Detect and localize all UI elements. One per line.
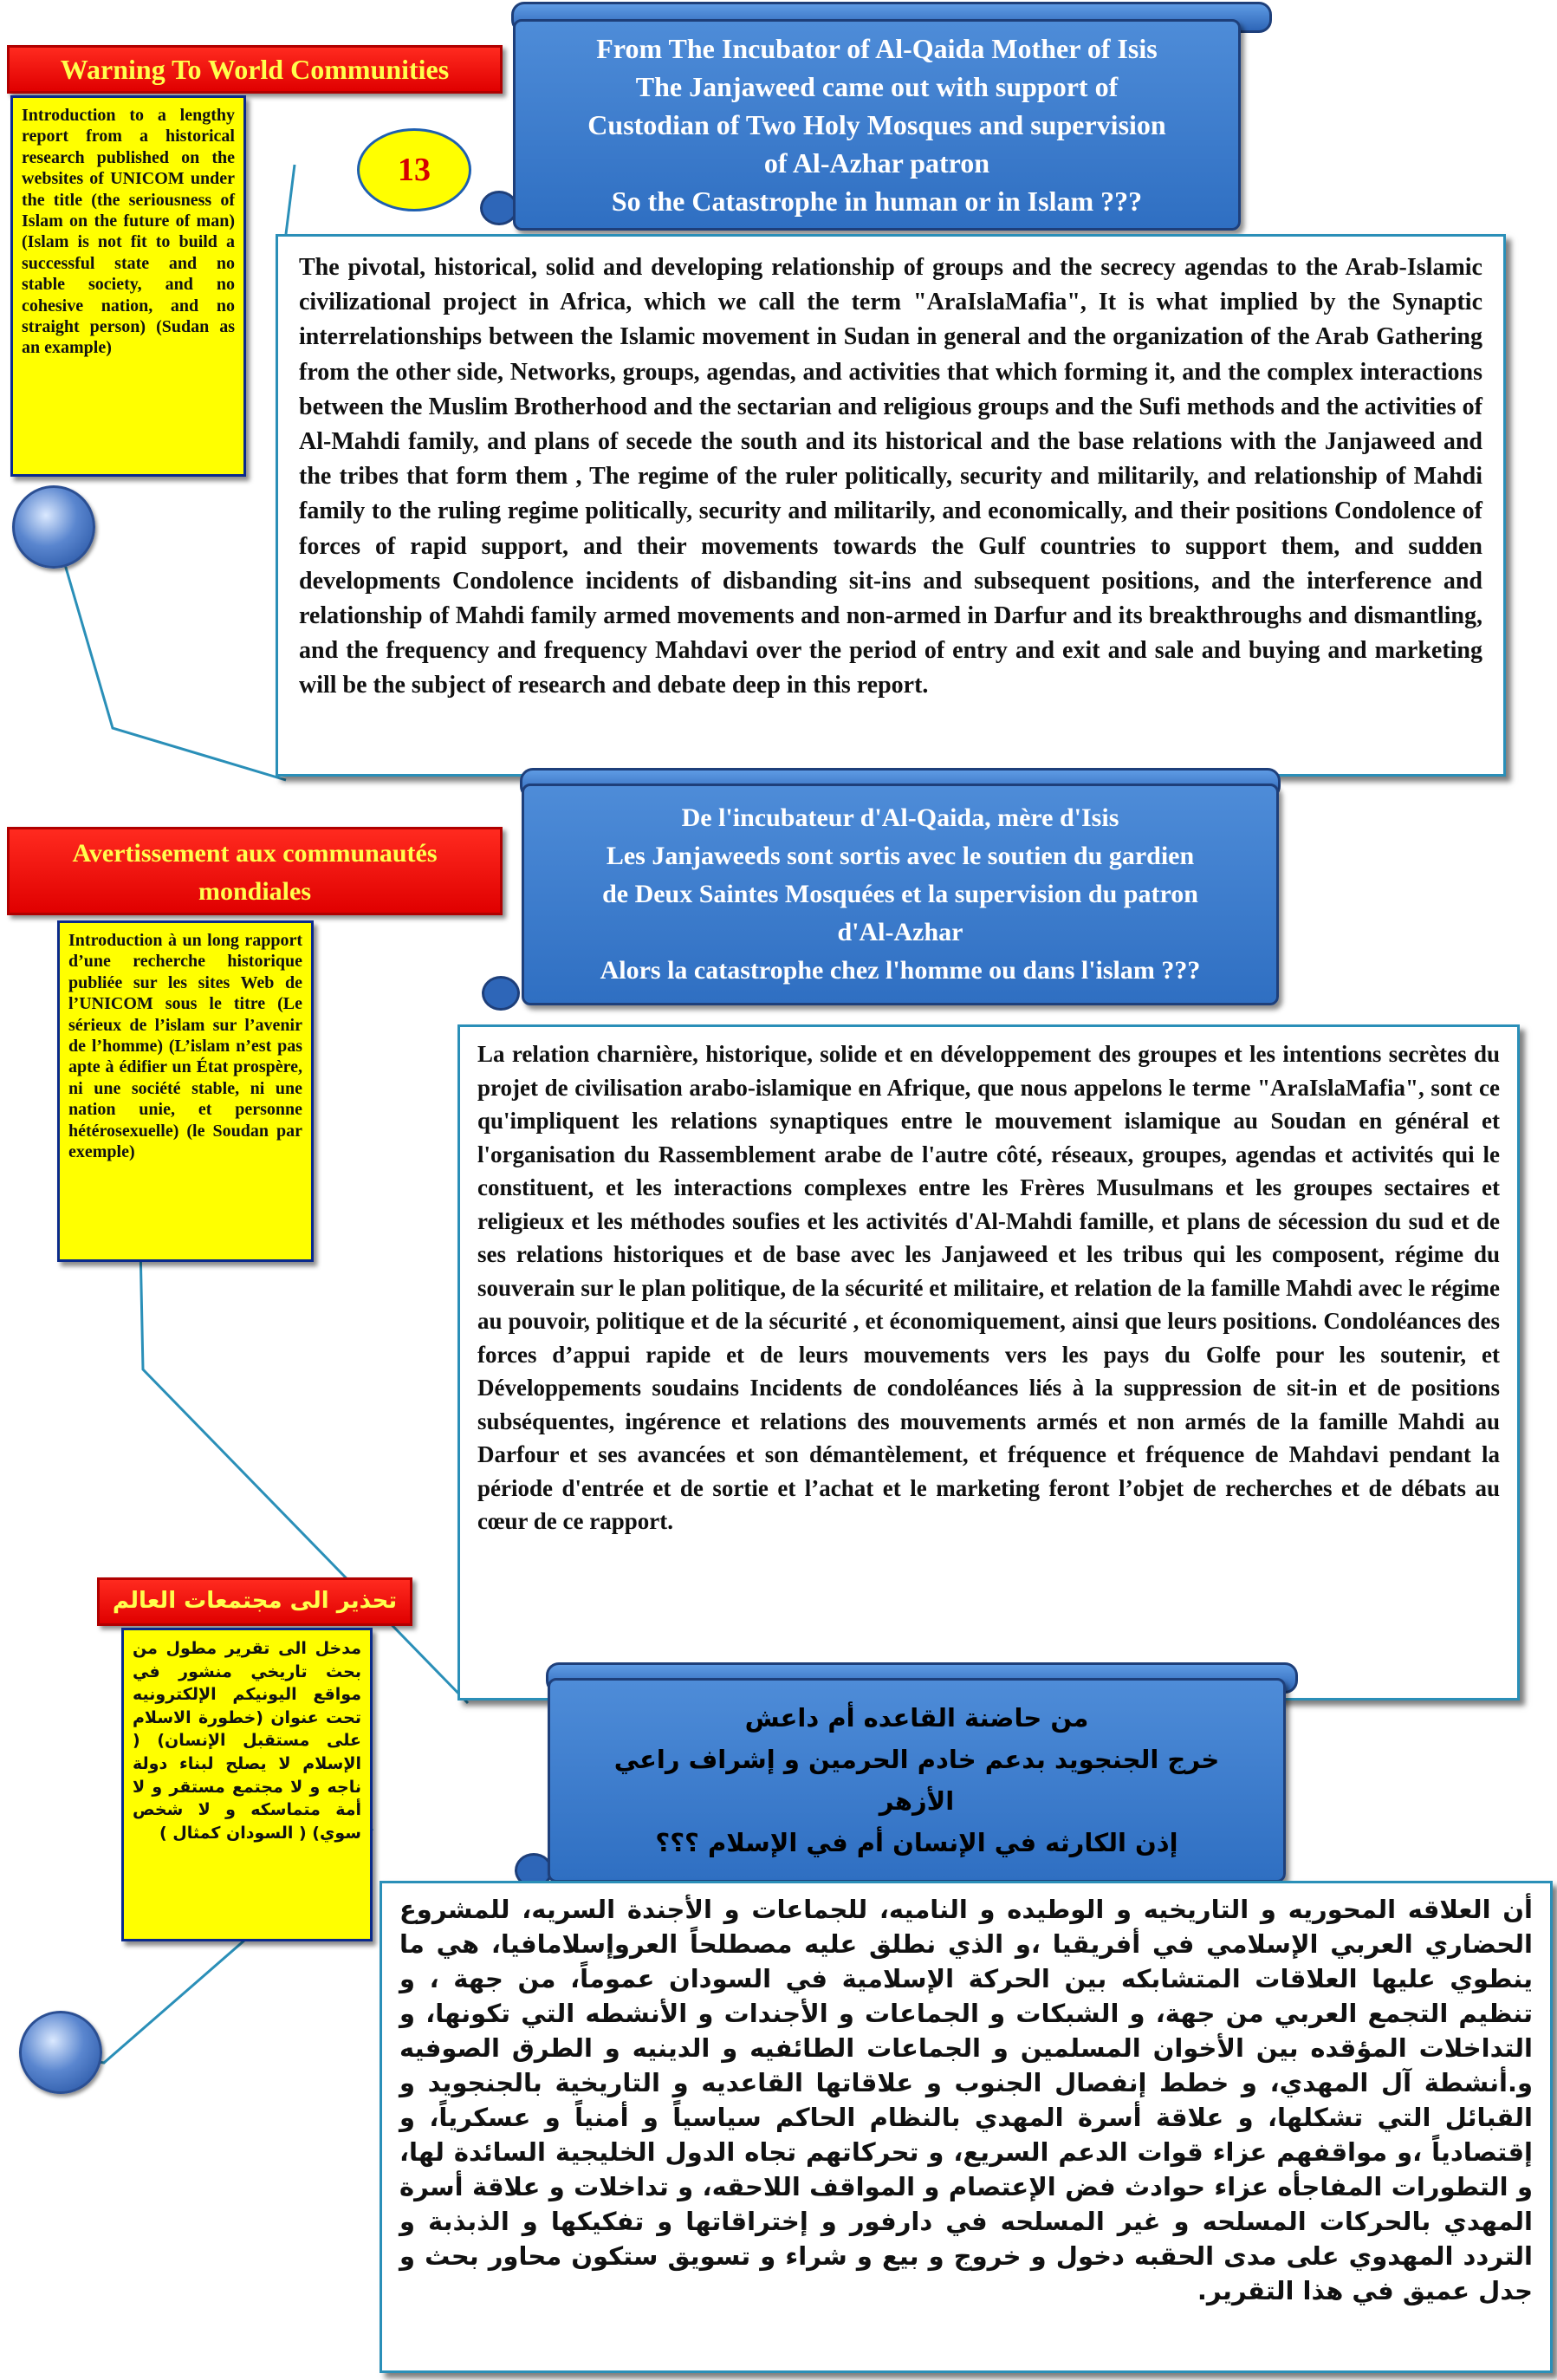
body-text-ar: أن العلاقه المحوريه و التاريخيه و الوطيده و الناميه، للجماعات و الأجندة السريه، للمشروع الحضاري العربي الإسلامي في أفريقيا ،و الذي نطلق عليه مصطلحاً العروإسلامافيا، هي ما ينطوي عليها العلاقات المتشابكه بين الحركة الإسلامية في السودان عموماً، من جهة ، و تنظيم التجمع العربي من جهة، و الشبكات و الجماعات و الأجندات و الأنشطه التي تكونها، و التداخلات المؤقده بين الأخوان المسلمين و الجماعات الطائفيه و الدينيه و الطرق الصوفيه و.أنشطة آل المهدي، و خطط إنفصال الجنوب و علاقاتها القاعديه و التاريخية بالجنجويد و القبائل التي تشكلها، و علاقة أسرة المهدي بالنظام الحاكم سياسياً و أمنياً و عسكرياً، و إقتصادياً ،و مواقفهم عزاء قوات الدعم السريع، و تحركاتهم تجاه الدول الخليجية السائدة لها، و التطورات المفاجأه عزاء حوادث فض الإعتصام و المواقف اللاحقه، و تداخلات و علاقة أسرة المهدي بالحركات المسلحه و غير المسلحه في دارفور و إختراقاتها و تفكيكها و الذبذبة و التردد المهدوي على مدى الحقبه دخول و خروج و بيع و شراء و تسويق ستكون محاور بحث و جدل عميق في هذا التقرير.: [380, 1881, 1553, 2373]
warning-title-ar: تحذير الى مجتمعات العالم: [97, 1577, 412, 1626]
headline-line: de Deux Saintes Mosquées et la supervision du patron: [602, 880, 1198, 908]
intro-box-fr: Introduction à un long rapport d’une recherche historique publiée sur les sites Web de l’UNICOM sous le titre (Le sérieux de l’islam sur l’avenir de l’homme) (L’islam n’est pas apte à édifier un État prospère, ni une société stable, ni une nation unie, et personne hétérosexuelle) (le Soudan par exemple): [57, 920, 314, 1262]
headline-line: خرج الجنجويد بدعم خادم الحرمين و إشراف راعي: [613, 1745, 1220, 1774]
headline-line: إذن الكارثه في الإنسان أم في الإسلام ؟؟؟: [655, 1828, 1178, 1857]
headline-line: of Al-Azhar patron: [763, 147, 990, 179]
intro-box-ar: مدخل الى تقرير مطول من بحث تاريخي منشور في مواقع اليونيكم الإلكترونيه تحت عنوان (خطورة الاسلام على مستقبل الإنسان) ( الإسلام لا يصلح لبناء دولة ناجه و لا مجتمع مستقر و لا أمة متماسكه و لا شخص سوي) ( السودان كمثال ): [121, 1628, 373, 1941]
headline-scroll-en: [513, 19, 1241, 231]
headline-line: d'Al-Azhar: [837, 918, 963, 946]
headline-line: الأزهر: [879, 1786, 955, 1816]
headline-scroll-ar: [548, 1678, 1286, 1883]
headline-line: De l'incubateur d'Al-Qaida, mère d'Isis: [681, 803, 1119, 832]
warning-title-fr: Avertissement aux communautés mondiales: [7, 827, 503, 915]
scroll-curl: [482, 976, 520, 1011]
unicom-emblem-icon: [12, 485, 95, 569]
headline-line: Alors la catastrophe chez l'homme ou dans l'islam ???: [600, 956, 1201, 985]
intro-box-en: Introduction to a lengthy report from a historical research published on the websites of UNICOM under the title (the seriousness of Islam on the future of man) (Islam is not fit to build a successful state and no stable society, and no cohesive nation, and no straight person) (Sudan as an example): [10, 95, 246, 477]
headline-line: Les Janjaweeds sont sortis avec le soutien du gardien: [606, 842, 1195, 870]
body-text-en: The pivotal, historical, solid and developing relationship of groups and the secrecy agendas to the Arab-Islamic civilizational project in Africa, which we call the term "AraIslaMafia", It is what implied by the Synaptic interrelationships between the Islamic movement in Sudan in general and the organization of the Arab Gathering from the other side, Networks, groups, agendas, and activities that which forming it, and the complex interactions between the Muslim Brotherhood and the sectarian and religious groups and the Sufi methods and the activities of Al-Mahdi family, and plans of secede the south and its historical and the base relations with the Janjaweed and the tribes that form them , The regime of the ruler politically, security and militarily, and relationship of Mahdi family to the ruling regime politically, security and militarily, and economically, and their positions Condolence of forces of rapid support, and their movements towards the Gulf countries to support them, and sudden developments Condolence incidents of disbanding sit-ins and subsequent positions, and the interference and relationship of Mahdi family armed movements and non-armed in Darfur and its breakthroughs and dismantling, and the frequency and frequency Mahdavi over the period of entry and exit and sale and buying and marketing will be the subject of research and debate deep in this report.: [276, 234, 1506, 777]
warning-title-en: Warning To World Communities: [7, 45, 503, 94]
headline-line: So the Catastrophe in human or in Islam ???: [611, 185, 1143, 217]
body-text-fr: La relation charnière, historique, solide et en développement des groupes et les intentions secrètes du projet de civilisation arabo-islamique en Afrique, que nous appelons le terme "AraIslaMafia", sont ce qu'impliquent les relations synaptiques entre le mouvement islamique au Soudan en général et l'organisation du Rassemblement arabe de l'autre côté, réseaux, groupes, agendas et activités qui le constituent, et les interactions complexes entre les Frères Musulmans et les groupes sectaires et religieux et les méthodes soufies et les activités d'Al-Mahdi famille, et plans de sécession du sud et de ses relations historiques et de base avec les Janjaweed et les tribus qui les composent, régime du souverain sur le plan politique, de la sécurité et militaire, et relation de la famille Mahdi avec le régime au pouvoir, politique et de la sécurité , et économiquement, ainsi que leurs positions. Condoléances des forces d’appui rapide et de leurs mouvements vers les pays du Golfe pour les soutenir, et Développements soudains Incidents de condoléances liés à la suppression de sit-in et de positions subséquentes, ingérence et relations des mouvements armés et non armés de la famille Mahdi au Darfour et ses avancées et son démantèlement, et fréquence et fréquence de Mahdavi pendant la période d'entrée et de sortie et l’achat et le marketing feront l’objet de recherches et de débats au cœur de ce rapport.: [457, 1024, 1520, 1700]
headline-line: From The Incubator of Al-Qaida Mother of Isis: [596, 33, 1158, 64]
headline-line: The Janjaweed came out with support of: [635, 71, 1119, 102]
headline-scroll-fr: [522, 784, 1279, 1005]
unicom-emblem-icon: [19, 2011, 102, 2094]
headline-line: Custodian of Two Holy Mosques and supervision: [587, 109, 1166, 140]
page-number-badge: 13: [357, 128, 471, 211]
headline-line: من حاضنة القاعده أم داعش: [744, 1703, 1089, 1733]
